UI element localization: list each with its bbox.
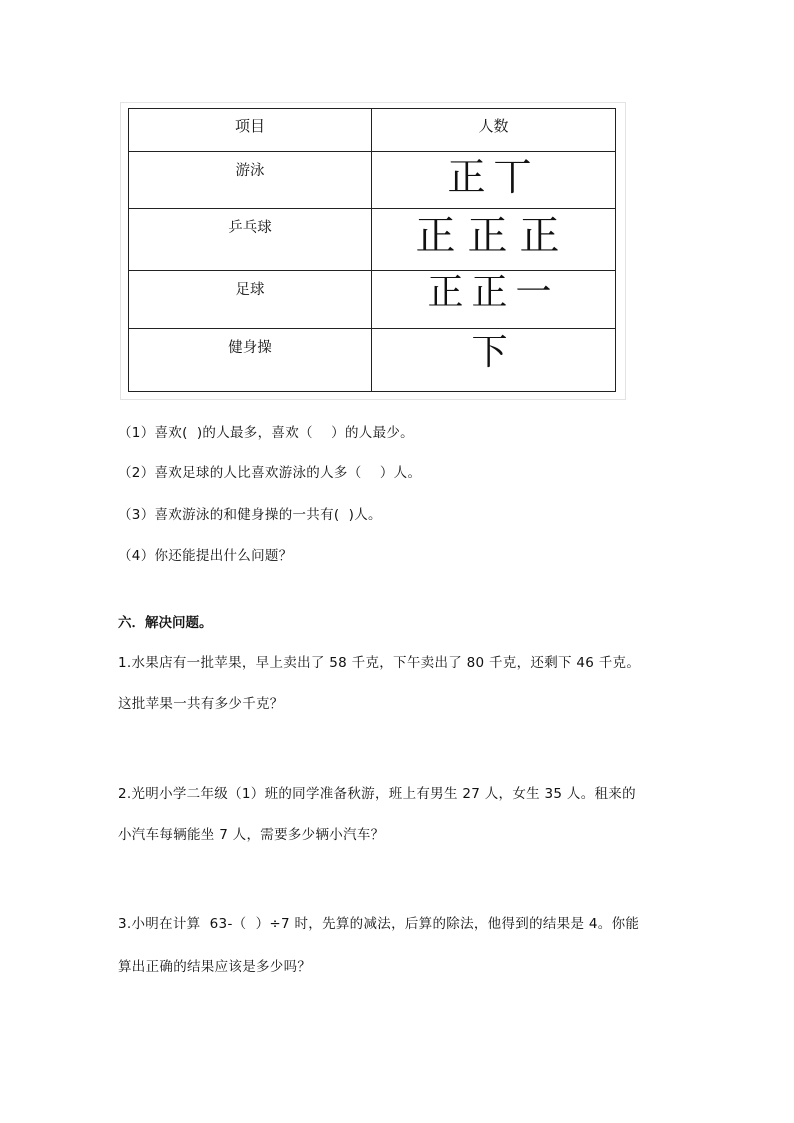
table-row <box>129 209 616 271</box>
problem-2-line-2: 小汽车每辆能坐 7 人，需要多少辆小汽车？ <box>118 827 385 843</box>
problem-3-line-1: 3.小明在计算 63-（ ）÷7 时，先算的减法，后算的除法，他得到的结果是 4。你能 <box>118 916 640 932</box>
row-item-football: 足球 <box>129 271 372 329</box>
problem-1-line-1: 1.水果店有一批苹果，早上卖出了 58 千克，下午卖出了 80 千克，还剩下 46 千克。 <box>118 655 641 671</box>
problem-1-line-2: 这批苹果一共有多少千克？ <box>118 696 284 712</box>
table-row <box>129 271 616 329</box>
header-count: 人数 <box>372 109 616 152</box>
row-tally-football <box>372 271 616 329</box>
row-item-aerobics: 健身操 <box>129 329 372 392</box>
section-title: 六．解决问题。 <box>118 615 213 631</box>
table-row <box>129 329 616 392</box>
row-item-pingpong: 乒乓球 <box>129 209 372 271</box>
tally-marks: 正正正 <box>415 213 572 259</box>
question-4: （4）你还能提出什么问题？ <box>118 548 293 564</box>
table-row <box>129 152 616 209</box>
row-tally-pingpong <box>372 209 616 271</box>
tally-marks: 下 <box>471 332 516 373</box>
question-3: （3）喜欢游泳的和健身操的一共有( )人。 <box>118 507 382 523</box>
question-2: （2）喜欢足球的人比喜欢游泳的人多（ ）人。 <box>118 465 422 481</box>
row-tally-aerobics <box>372 329 616 392</box>
tally-marks: 正丅 <box>447 155 540 199</box>
row-tally-swimming <box>372 152 616 209</box>
header-item: 项目 <box>129 109 372 152</box>
question-1: （1）喜欢( )的人最多，喜欢（ ）的人最少。 <box>118 425 414 441</box>
problem-2-line-1: 2.光明小学二年级（1）班的同学准备秋游，班上有男生 27 人，女生 35 人。租来的 <box>118 786 636 802</box>
problem-3-line-2: 算出正确的结果应该是多少吗？ <box>118 959 312 975</box>
tally-table <box>128 108 616 392</box>
table-header-row <box>129 109 616 152</box>
tally-marks: 正正一 <box>427 272 560 313</box>
row-item-swimming: 游泳 <box>129 152 372 209</box>
